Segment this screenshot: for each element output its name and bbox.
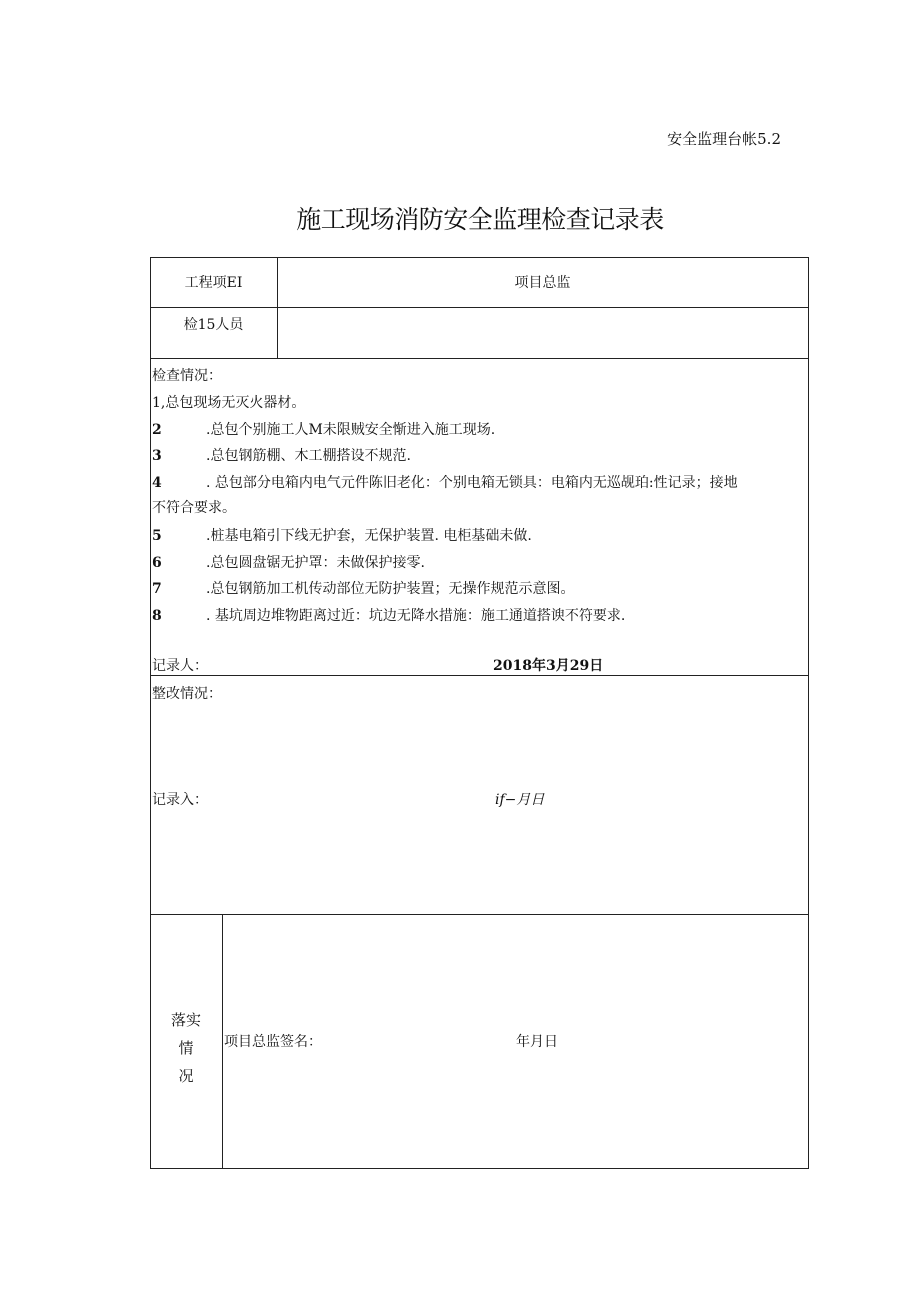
project-supervisor-label: 项目总监 (514, 275, 571, 291)
inspection-item-1: 1,总包现场无灭火器材。 (152, 395, 306, 411)
header-column-divider (277, 257, 278, 358)
implementation-column-divider (222, 914, 223, 1168)
row-divider-2 (150, 358, 809, 359)
item-number-8: 8 (152, 608, 162, 624)
implementation-label-line-2: 情 (178, 1039, 194, 1057)
rectification-date: if−月日 (495, 792, 545, 808)
inspection-item-7: .总包钢筋加工机传动部位无防护装置；无操作规范示意图。 (206, 581, 575, 597)
inspection-item-4: . 总包部分电箱内电气元件陈旧老化：个别电箱无锁具：电箱内无巡觇珀:性记录；接地 (206, 475, 738, 491)
ledger-tag: 安全监理台帐5.2 (667, 130, 781, 148)
inspection-heading: 检查情况： (152, 368, 222, 384)
table-border-top (150, 257, 809, 258)
inspection-item-3: .总包钢筋棚、木工棚搭设不规范. (206, 448, 411, 464)
inspector-value-field[interactable] (280, 310, 805, 356)
rectification-recorder-label: 记录入： (152, 792, 208, 808)
item-number-2: 2 (152, 422, 162, 438)
page-title: 施工现场消防安全监理检查记录表 (296, 205, 664, 234)
implementation-label-line-3: 况 (178, 1067, 194, 1085)
item-number-5: 5 (152, 528, 162, 544)
item-number-3: 3 (152, 448, 162, 464)
supervisor-signature-label: 项目总监签名： (224, 1034, 322, 1050)
inspector-label: 检15人员 (183, 317, 244, 333)
inspection-date: 2018年3月29日 (493, 658, 604, 674)
inspection-item-2: .总包个别施工人M未限贼安全惭进入施工现场. (206, 422, 496, 438)
implementation-label-line-1: 落实 (170, 1011, 201, 1029)
rectification-heading: 整改情况： (152, 686, 222, 702)
row-divider-3 (150, 675, 809, 676)
inspection-item-8: . 基坑周边堆物距离过近：坑边无降水措施：施工通道搭谀不符要求. (206, 608, 626, 624)
table-border-left (150, 257, 151, 1169)
row-divider-4 (150, 914, 809, 915)
project-label: 工程项EI (184, 275, 243, 291)
item-number-4: 4 (152, 475, 162, 491)
inspection-item-5: .桩基电箱引下线无护套，无保护装置. 电柜基础未做. (206, 528, 532, 544)
implementation-date: 年月日 (516, 1034, 558, 1050)
inspection-item-6: .总包圆盘锯无护罩：未做保护接零. (206, 555, 425, 571)
item-number-6: 6 (152, 555, 162, 571)
inspection-recorder-label: 记录人： (152, 658, 208, 674)
table-border-right (808, 257, 809, 1169)
table-border-bottom (150, 1168, 809, 1169)
row-divider-1 (150, 307, 809, 308)
inspection-item-4-continued: 不符合要求。 (152, 500, 236, 516)
item-number-7: 7 (152, 581, 162, 597)
